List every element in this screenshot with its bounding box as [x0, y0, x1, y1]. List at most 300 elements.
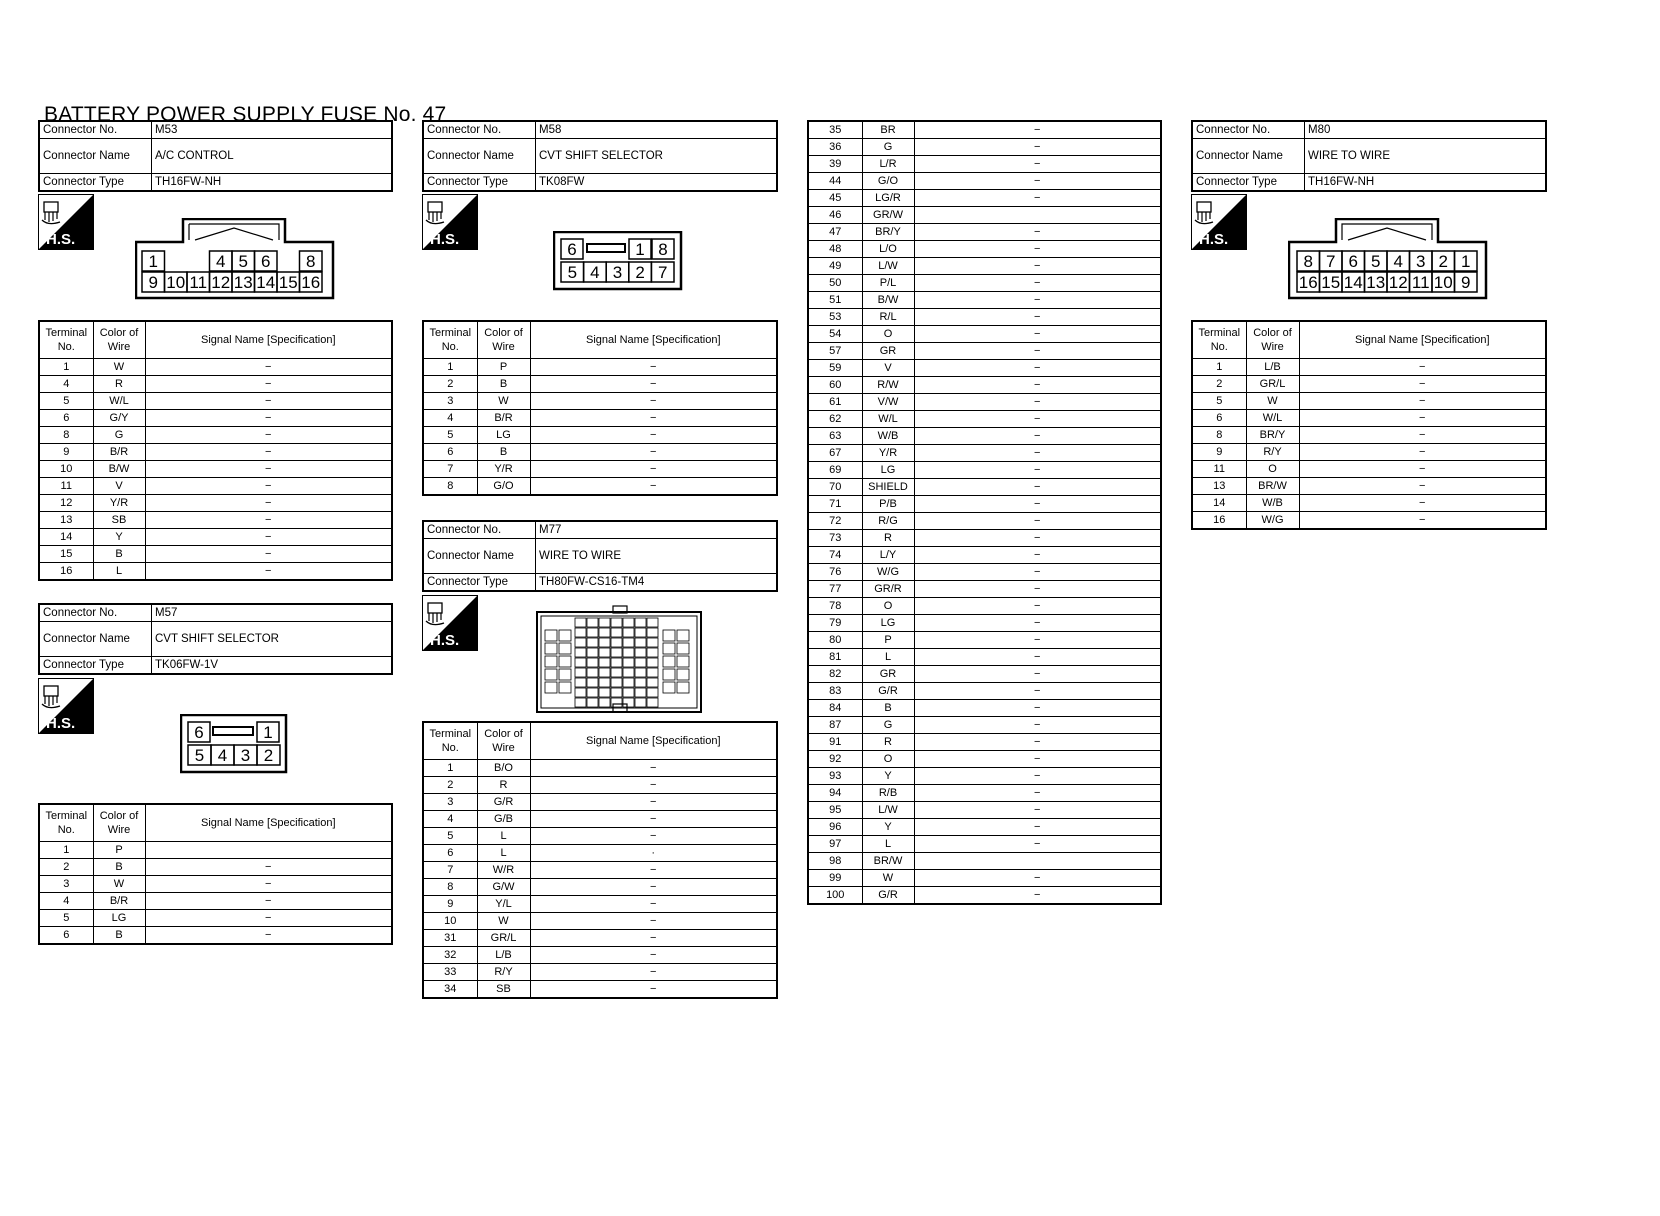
wire-color-cell: L/W [862, 258, 914, 275]
signal-name-cell: − [530, 478, 777, 496]
connector-m80-diagram [1288, 218, 1488, 305]
wire-color-cell: BR/Y [862, 224, 914, 241]
table-row [808, 632, 1161, 649]
pin-cavity [587, 628, 598, 637]
pin-cavity [599, 668, 610, 677]
wire-color-cell: W [1246, 393, 1299, 410]
signal-name-cell: − [914, 326, 1161, 343]
signal-name-cell: − [914, 513, 1161, 530]
wire-color-cell: L/B [477, 947, 530, 964]
terminal-no-cell: 70 [808, 479, 862, 496]
signal-name-cell: − [530, 896, 777, 913]
wire-color-cell: B/W [862, 292, 914, 309]
pin-number: 8 [1303, 252, 1313, 271]
terminal-no-header: Terminal No. [423, 722, 477, 760]
pin-cavity [587, 668, 598, 677]
table-row [808, 411, 1161, 428]
table-row [423, 461, 777, 478]
wire-color-cell: W/L [862, 411, 914, 428]
wire-color-cell: L/B [1246, 359, 1299, 376]
table-row [808, 479, 1161, 496]
wire-color-cell: GR/W [862, 207, 914, 224]
wire-color-cell: W [862, 870, 914, 887]
table-row [423, 862, 777, 879]
pin-cavity [677, 669, 689, 680]
pin-cavity [635, 628, 646, 637]
table-row [808, 768, 1161, 785]
wire-color-cell: LG [862, 462, 914, 479]
wire-color-cell: B/R [93, 893, 145, 910]
wire-color-cell: Y [862, 768, 914, 785]
signal-name-header: Signal Name [Specification] [530, 321, 777, 359]
pin-number: 3 [612, 263, 623, 282]
hs-badge-text: H.S. [46, 231, 76, 248]
signal-name-cell: − [530, 777, 777, 794]
pin-cavity [647, 698, 658, 707]
connector-m53-pin-table [38, 320, 393, 581]
terminal-no-cell: 7 [423, 862, 477, 879]
connector-m53-diagram [135, 218, 335, 305]
signal-name-cell: − [914, 615, 1161, 632]
pin-number: 2 [1438, 252, 1448, 271]
terminal-no-cell: 9 [1192, 444, 1246, 461]
signal-name-cell: − [914, 309, 1161, 326]
terminal-no-cell: 8 [1192, 427, 1246, 444]
table-row [39, 546, 392, 563]
terminal-no-header: Terminal No. [39, 804, 93, 842]
terminal-no-cell: 67 [808, 445, 862, 462]
pin-cavity [623, 678, 634, 687]
signal-name-cell: − [145, 859, 392, 876]
pin-number: 1 [148, 252, 158, 271]
wire-color-cell: R/L [862, 309, 914, 326]
pin-number: 13 [233, 273, 253, 292]
terminal-no-cell: 84 [808, 700, 862, 717]
wire-color-cell: LG/R [862, 190, 914, 207]
pin-cavity [635, 638, 646, 647]
signal-name-cell: − [914, 564, 1161, 581]
wire-color-cell: O [862, 598, 914, 615]
wire-color-cell: BR/Y [1246, 427, 1299, 444]
wire-color-cell: G/B [477, 811, 530, 828]
terminal-no-cell: 1 [39, 359, 93, 376]
signal-name-cell: − [914, 190, 1161, 207]
pin-number: 4 [1393, 252, 1403, 271]
terminal-no-cell: 100 [808, 887, 862, 905]
terminal-no-cell: 87 [808, 717, 862, 734]
signal-name-cell [914, 853, 1161, 870]
signal-name-cell: − [914, 275, 1161, 292]
pin-number: 6 [261, 252, 271, 271]
pin-cavity [611, 668, 622, 677]
table-row [1192, 393, 1546, 410]
terminal-no-cell: 97 [808, 836, 862, 853]
color-of-wire-header: Color of Wire [1246, 321, 1299, 359]
signal-name-cell: − [530, 444, 777, 461]
wire-color-cell: R [477, 777, 530, 794]
pin-cavity [545, 630, 557, 641]
signal-name-cell: − [914, 530, 1161, 547]
pin-cavity [623, 648, 634, 657]
terminal-no-cell: 10 [39, 461, 93, 478]
table-row [39, 478, 392, 495]
terminal-no-cell: 48 [808, 241, 862, 258]
table-row [808, 377, 1161, 394]
table-row [1192, 376, 1546, 393]
signal-name-cell: − [1299, 512, 1546, 530]
terminal-no-cell: 31 [423, 930, 477, 947]
wire-color-cell: GR/R [862, 581, 914, 598]
wire-color-cell: R/Y [1246, 444, 1299, 461]
pin-number: 6 [1348, 252, 1358, 271]
wire-color-cell: L/Y [862, 547, 914, 564]
wire-color-cell: B/O [477, 760, 530, 777]
wire-color-cell: O [862, 751, 914, 768]
signal-name-cell: − [914, 598, 1161, 615]
pin-cavity [677, 682, 689, 693]
wire-color-cell: G/R [862, 683, 914, 700]
table-row [1192, 410, 1546, 427]
wire-color-cell: V [862, 360, 914, 377]
terminal-no-cell: 74 [808, 547, 862, 564]
terminal-no-cell: 91 [808, 734, 862, 751]
pin-number: 11 [1411, 273, 1430, 292]
terminal-no-cell: 80 [808, 632, 862, 649]
signal-name-cell: − [914, 700, 1161, 717]
wire-color-cell: BR/W [1246, 478, 1299, 495]
signal-name-cell: − [530, 393, 777, 410]
connector-type-label: Connector Type [423, 174, 536, 192]
pin-number: 5 [238, 252, 248, 271]
terminal-no-cell: 76 [808, 564, 862, 581]
signal-name-cell: − [914, 139, 1161, 156]
table-row [39, 461, 392, 478]
table-row [808, 224, 1161, 241]
pin-cavity [623, 688, 634, 697]
connector-m57-pin-table [38, 803, 393, 945]
signal-name-cell: − [914, 121, 1161, 139]
wire-color-cell: G [862, 139, 914, 156]
table-row [808, 513, 1161, 530]
wire-color-cell: P/B [862, 496, 914, 513]
pin-cavity [611, 688, 622, 697]
table-row [808, 581, 1161, 598]
wire-color-cell: B/W [93, 461, 145, 478]
signal-name-cell: − [914, 870, 1161, 887]
pin-cavity [677, 656, 689, 667]
table-row [808, 292, 1161, 309]
connector-m77-info [422, 520, 778, 592]
table-row [423, 376, 777, 393]
connector-m57-diagram [180, 714, 288, 779]
hs-badge-text: H.S. [430, 632, 460, 649]
connector-type-value: TK08FW [536, 174, 778, 192]
wire-color-cell: R/Y [477, 964, 530, 981]
terminal-no-cell: 50 [808, 275, 862, 292]
color-of-wire-header: Color of Wire [93, 804, 145, 842]
connector-m80-pin-table [1191, 320, 1547, 530]
pin-number: 6 [567, 240, 577, 259]
pin-cavity [587, 638, 598, 647]
signal-name-cell: − [145, 410, 392, 427]
table-row [423, 393, 777, 410]
terminal-no-cell: 11 [1192, 461, 1246, 478]
terminal-no-cell: 72 [808, 513, 862, 530]
connector-m53-info [38, 120, 393, 192]
wire-color-cell: W/G [1246, 512, 1299, 530]
pin-number: 15 [278, 273, 298, 292]
wire-color-cell: G/R [477, 794, 530, 811]
pin-cavity [663, 669, 675, 680]
pin-cavity [677, 643, 689, 654]
pin-cavity [647, 628, 658, 637]
harness-side-icon [422, 595, 478, 651]
wire-color-cell: W/L [93, 393, 145, 410]
terminal-no-cell: 60 [808, 377, 862, 394]
terminal-no-cell: 11 [39, 478, 93, 495]
table-row [423, 964, 777, 981]
pin-cavity [623, 628, 634, 637]
table-row [808, 121, 1161, 139]
wire-color-cell: Y/R [862, 445, 914, 462]
terminal-no-cell: 3 [423, 393, 477, 410]
signal-name-header: Signal Name [Specification] [145, 804, 392, 842]
terminal-no-cell: 7 [423, 461, 477, 478]
signal-name-cell: − [530, 794, 777, 811]
terminal-no-cell: 57 [808, 343, 862, 360]
wire-color-cell: B [477, 376, 530, 393]
signal-name-cell: − [145, 546, 392, 563]
table-row [808, 683, 1161, 700]
terminal-no-cell: 2 [1192, 376, 1246, 393]
signal-name-cell: − [530, 359, 777, 376]
table-row [808, 360, 1161, 377]
pin-cavity [599, 628, 610, 637]
pin-number: 6 [194, 723, 204, 742]
pin-cavity [575, 688, 586, 697]
pin-cavity [611, 638, 622, 647]
signal-name-cell: − [1299, 427, 1546, 444]
wire-color-cell: GR [862, 666, 914, 683]
wire-color-cell: V/W [862, 394, 914, 411]
terminal-no-header: Terminal No. [423, 321, 477, 359]
table-row [423, 760, 777, 777]
pin-number: 12 [1388, 273, 1408, 292]
table-row [808, 343, 1161, 360]
wire-color-cell: R [862, 734, 914, 751]
pin-cavity [575, 698, 586, 707]
table-row [423, 896, 777, 913]
pin-number: 14 [256, 273, 276, 292]
terminal-no-cell: 1 [423, 359, 477, 376]
terminal-no-cell: 49 [808, 258, 862, 275]
signal-name-cell: − [530, 981, 777, 999]
signal-name-cell: − [530, 828, 777, 845]
wire-color-cell: B [862, 700, 914, 717]
signal-name-cell: − [914, 717, 1161, 734]
terminal-no-cell: 36 [808, 139, 862, 156]
connector-m77-pin-table [422, 721, 778, 999]
pin-cavity [623, 638, 634, 647]
signal-name-cell: − [145, 876, 392, 893]
hs-badge-text: H.S. [430, 231, 460, 248]
wire-color-cell: L [862, 649, 914, 666]
pin-cavity [647, 648, 658, 657]
wire-color-cell: B/R [477, 410, 530, 427]
terminal-no-cell: 71 [808, 496, 862, 513]
table-row [808, 819, 1161, 836]
wire-color-cell: LG [477, 427, 530, 444]
table-row [808, 564, 1161, 581]
signal-name-cell: − [914, 547, 1161, 564]
page-title: BATTERY POWER SUPPLY FUSE No. 47 [44, 103, 447, 126]
pin-cavity [647, 658, 658, 667]
signal-name-cell: − [145, 444, 392, 461]
wire-color-cell: W [477, 913, 530, 930]
table-row [808, 666, 1161, 683]
table-row [808, 853, 1161, 870]
signal-name-cell: − [1299, 495, 1546, 512]
wire-color-cell: GR/L [1246, 376, 1299, 393]
terminal-no-cell: 33 [423, 964, 477, 981]
wire-color-cell: Y/R [477, 461, 530, 478]
signal-name-cell: − [914, 292, 1161, 309]
table-row [423, 811, 777, 828]
pin-cavity [599, 638, 610, 647]
terminal-no-cell: 93 [808, 768, 862, 785]
table-row [423, 913, 777, 930]
terminal-no-cell: 10 [423, 913, 477, 930]
connector-name-label: Connector Name [39, 622, 152, 657]
pin-number: 4 [217, 746, 228, 765]
terminal-no-cell: 98 [808, 853, 862, 870]
wire-color-cell: G/O [477, 478, 530, 496]
connector-name-value: A/C CONTROL [152, 139, 393, 174]
table-row [808, 428, 1161, 445]
signal-name-cell: − [145, 927, 392, 945]
pin-cavity [575, 628, 586, 637]
wire-color-cell: R/W [862, 377, 914, 394]
harness-side-icon [1191, 194, 1247, 250]
signal-name-cell: − [145, 529, 392, 546]
terminal-no-cell: 2 [423, 376, 477, 393]
connector-m57-info [38, 603, 393, 675]
table-row [423, 427, 777, 444]
signal-name-cell: − [914, 785, 1161, 802]
connector-no-label: Connector No. [423, 521, 536, 539]
terminal-no-cell: 5 [39, 393, 93, 410]
terminal-no-cell: 35 [808, 121, 862, 139]
terminal-no-cell: 6 [39, 410, 93, 427]
connector-name-label: Connector Name [39, 139, 152, 174]
pin-cavity [575, 668, 586, 677]
terminal-no-cell: 69 [808, 462, 862, 479]
signal-name-cell: − [914, 887, 1161, 905]
wire-color-cell: GR/L [477, 930, 530, 947]
connector-m58-info [422, 120, 778, 192]
terminal-no-cell: 8 [423, 879, 477, 896]
connector-type-value: TH16FW-NH [152, 174, 393, 192]
pin-number: 3 [240, 746, 251, 765]
table-row [808, 326, 1161, 343]
table-row [423, 777, 777, 794]
wire-color-cell: B [477, 444, 530, 461]
terminal-no-cell: 9 [423, 896, 477, 913]
terminal-no-cell: 92 [808, 751, 862, 768]
pin-number: 4 [216, 252, 226, 271]
pin-number: 3 [1416, 252, 1426, 271]
terminal-no-cell: 45 [808, 190, 862, 207]
signal-name-cell: − [914, 428, 1161, 445]
terminal-no-cell: 94 [808, 785, 862, 802]
wire-color-cell: R [93, 376, 145, 393]
connector-name-label: Connector Name [423, 139, 536, 174]
signal-name-cell: − [530, 947, 777, 964]
wire-color-cell: B [93, 859, 145, 876]
pin-cavity [611, 658, 622, 667]
connector-m80-info [1191, 120, 1547, 192]
wire-color-cell: L [862, 836, 914, 853]
pin-cavity [559, 630, 571, 641]
wire-color-cell: R [862, 530, 914, 547]
connector-no-value: M58 [536, 121, 778, 139]
signal-name-cell: − [914, 479, 1161, 496]
signal-name-cell: − [1299, 393, 1546, 410]
pin-cavity [635, 668, 646, 677]
connector-name-value: CVT SHIFT SELECTOR [536, 139, 778, 174]
wire-color-cell: Y [93, 529, 145, 546]
wire-color-cell: B [93, 927, 145, 945]
pin-cavity [635, 658, 646, 667]
wire-color-cell: LG [862, 615, 914, 632]
signal-name-header: Signal Name [Specification] [145, 321, 392, 359]
terminal-no-cell: 51 [808, 292, 862, 309]
pin-cavity [635, 618, 646, 627]
table-row [808, 258, 1161, 275]
pin-cavity [599, 618, 610, 627]
pin-cavity [545, 669, 557, 680]
wire-color-cell: V [93, 478, 145, 495]
signal-name-cell: − [530, 461, 777, 478]
wire-color-cell: SHIELD [862, 479, 914, 496]
table-row [808, 241, 1161, 258]
table-row [39, 876, 392, 893]
table-row [39, 893, 392, 910]
pin-cavity [587, 688, 598, 697]
table-row [423, 444, 777, 461]
signal-name-cell [145, 842, 392, 859]
signal-name-cell: − [914, 445, 1161, 462]
table-row [39, 495, 392, 512]
connector-type-label: Connector Type [39, 174, 152, 192]
terminal-no-cell: 59 [808, 360, 862, 377]
signal-name-cell: − [914, 462, 1161, 479]
signal-name-cell: − [914, 683, 1161, 700]
wire-color-cell: P [862, 632, 914, 649]
table-row [1192, 444, 1546, 461]
table-row [808, 190, 1161, 207]
pin-number: 16 [301, 273, 321, 292]
signal-name-cell: − [1299, 359, 1546, 376]
terminal-no-cell: 32 [423, 947, 477, 964]
wire-color-cell: P [477, 359, 530, 376]
wire-color-cell: BR/W [862, 853, 914, 870]
signal-name-cell: − [914, 173, 1161, 190]
terminal-no-cell: 5 [1192, 393, 1246, 410]
pin-number: 13 [1366, 273, 1386, 292]
wire-color-cell: W [93, 876, 145, 893]
table-row [808, 156, 1161, 173]
